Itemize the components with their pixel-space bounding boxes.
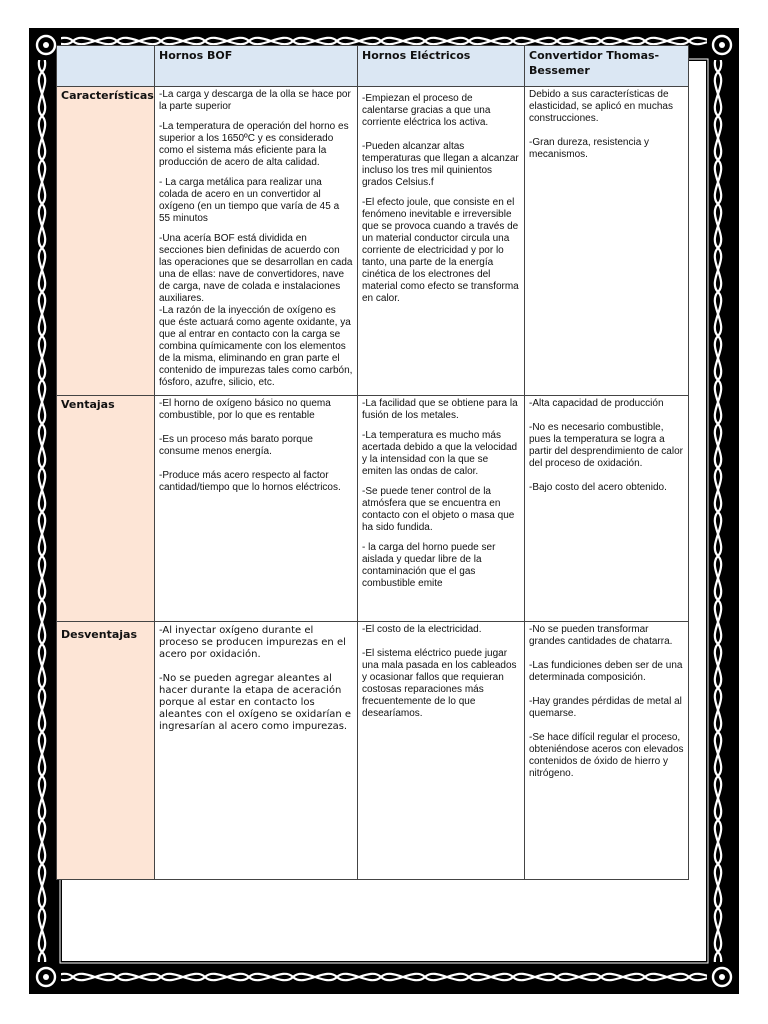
text-paragraph: -La facilidad que se obtiene para la fusión de los metales. <box>362 398 518 421</box>
text-paragraph: -Se hace difícil regular el proceso, obteniéndose aceros con elevados contenidos de óxido de hierro y nitrógeno. <box>529 732 684 779</box>
text-paragraph: -La temperatura es mucho más acertada debido a que la velocidad y la intensidad con la que se emiten las ondas de calor. <box>362 430 518 477</box>
text-paragraph: -Produce más acero respecto al factor cantidad/tiempo que lo hornos eléctricos. <box>159 470 341 493</box>
text-paragraph: -Es un proceso más barato porque consume menos energía. <box>159 434 313 457</box>
text-paragraph: - La carga metálica para realizar una colada de acero en un convertidor al oxígeno (en un tiempo que varía de 45 a 55 minutos <box>159 177 340 224</box>
cell-ventajas-electricos <box>358 396 525 622</box>
text-paragraph: -La carga y descarga de la olla se hace por la parte superior <box>159 89 351 112</box>
text-paragraph: -Bajo costo del acero obtenido. <box>529 482 667 493</box>
cell-ventajas-bof <box>155 396 358 622</box>
text-paragraph: -La razón de la inyección de oxígeno es que éste actuará como agente oxidante, ya que al entrar en contacto con la carga se combina químicamente con los elementos de la misma, eliminando en gran parte el contenido de impurezas tales como carbón, fósforo, azufre, silicio, etc. <box>159 305 353 388</box>
text-paragraph: -Pueden alcanzar altas temperaturas que llegan a alcanzar incluso los tres mil quinientos grados Celsius.f <box>362 141 519 188</box>
row-label-ventajas: Ventajas <box>57 396 155 622</box>
text-paragraph: -No se pueden transformar grandes cantidades de chatarra. <box>529 624 673 647</box>
header-empty-cell <box>57 46 155 87</box>
text-paragraph: -Las fundiciones deben ser de una determinada composición. <box>529 660 683 683</box>
text-paragraph: - la carga del horno puede ser aislada y quedar libre de la contaminación que el gas combustible emite <box>362 542 496 589</box>
text-paragraph: -El sistema eléctrico puede jugar una mala pasada en los cableados y ocasionar fallos que requieran costosas reparaciones más frecuentemente de lo que desearíamos. <box>362 648 517 719</box>
header-row <box>57 46 689 87</box>
text-paragraph: -El horno de oxígeno básico no quema combustible, por lo que es rentable <box>159 398 331 421</box>
text-paragraph: -La temperatura de operación del horno es superior a los 1650ºC y es considerado como el sistema más eficiente para la producción de acero de alta calidad. <box>159 121 349 168</box>
comparison-table <box>56 45 689 880</box>
cell-caracteristicas-electricos <box>358 87 525 396</box>
cell-ventajas-thomas <box>525 396 689 622</box>
text-paragraph: -Empiezan el proceso de calentarse gracias a que una corriente eléctrica los activa. <box>362 93 491 128</box>
text-paragraph: -No se pueden agregar aleantes al hacer durante la etapa de aceración porque al estar en contacto los aleantes con el oxígeno se oxidarían e ingresarían al acero como impurezas. <box>159 673 352 732</box>
table-row-caracteristicas <box>57 87 689 396</box>
header-hornos-bof: Hornos BOF <box>155 46 358 87</box>
cell-desventajas-bof <box>155 622 358 880</box>
cell-caracteristicas-thomas <box>525 87 689 396</box>
cell-desventajas-thomas <box>525 622 689 880</box>
text-paragraph: -Una acería BOF está dividida en secciones bien definidas de acuerdo con las operaciones que se desarrollan en cada una de ellas: nave de convertidores, nave de carga, nave de colada e instalaciones auxiliares. <box>159 233 353 304</box>
row-label-caracteristicas: Características <box>57 87 155 396</box>
table-row-ventajas <box>57 396 689 622</box>
text-paragraph: -Gran dureza, resistencia y mecanismos. <box>529 137 650 160</box>
header-convertidor-thomas-bessemer: Convertidor Thomas-Bessemer <box>525 46 689 87</box>
text-paragraph: -No es necesario combustible, pues la temperatura se logra a partir del desprendimiento de calor del proceso de oxidación. <box>529 422 683 469</box>
text-paragraph: -Hay grandes pérdidas de metal al quemarse. <box>529 696 682 719</box>
header-hornos-electricos: Hornos Eléctricos <box>358 46 525 87</box>
text-paragraph: -Al inyectar oxígeno durante el proceso se producen impurezas en el acero por oxidación. <box>159 625 346 660</box>
text-paragraph: Debido a sus características de elasticidad, se aplicó en muchas construcciones. <box>529 89 673 124</box>
text-paragraph: -El efecto joule, que consiste en el fenómeno inevitable e irreversible que se provoca cuando a través de un material conductor circula una corriente de electricidad y por lo tanto, una parte de la energía cinética de los electrones del material como efecto se transforma en calor. <box>362 197 519 304</box>
text-paragraph: -Alta capacidad de producción <box>529 398 664 409</box>
text-paragraph: -El costo de la electricidad. <box>362 624 482 635</box>
cell-caracteristicas-bof <box>155 87 358 396</box>
table-row-desventajas <box>57 622 689 880</box>
text-paragraph: -Se puede tener control de la atmósfera que se encuentra en contacto con el objeto o masa que ha sido fundida. <box>362 486 515 533</box>
cell-desventajas-electricos <box>358 622 525 880</box>
row-label-desventajas: Desventajas <box>57 622 155 880</box>
